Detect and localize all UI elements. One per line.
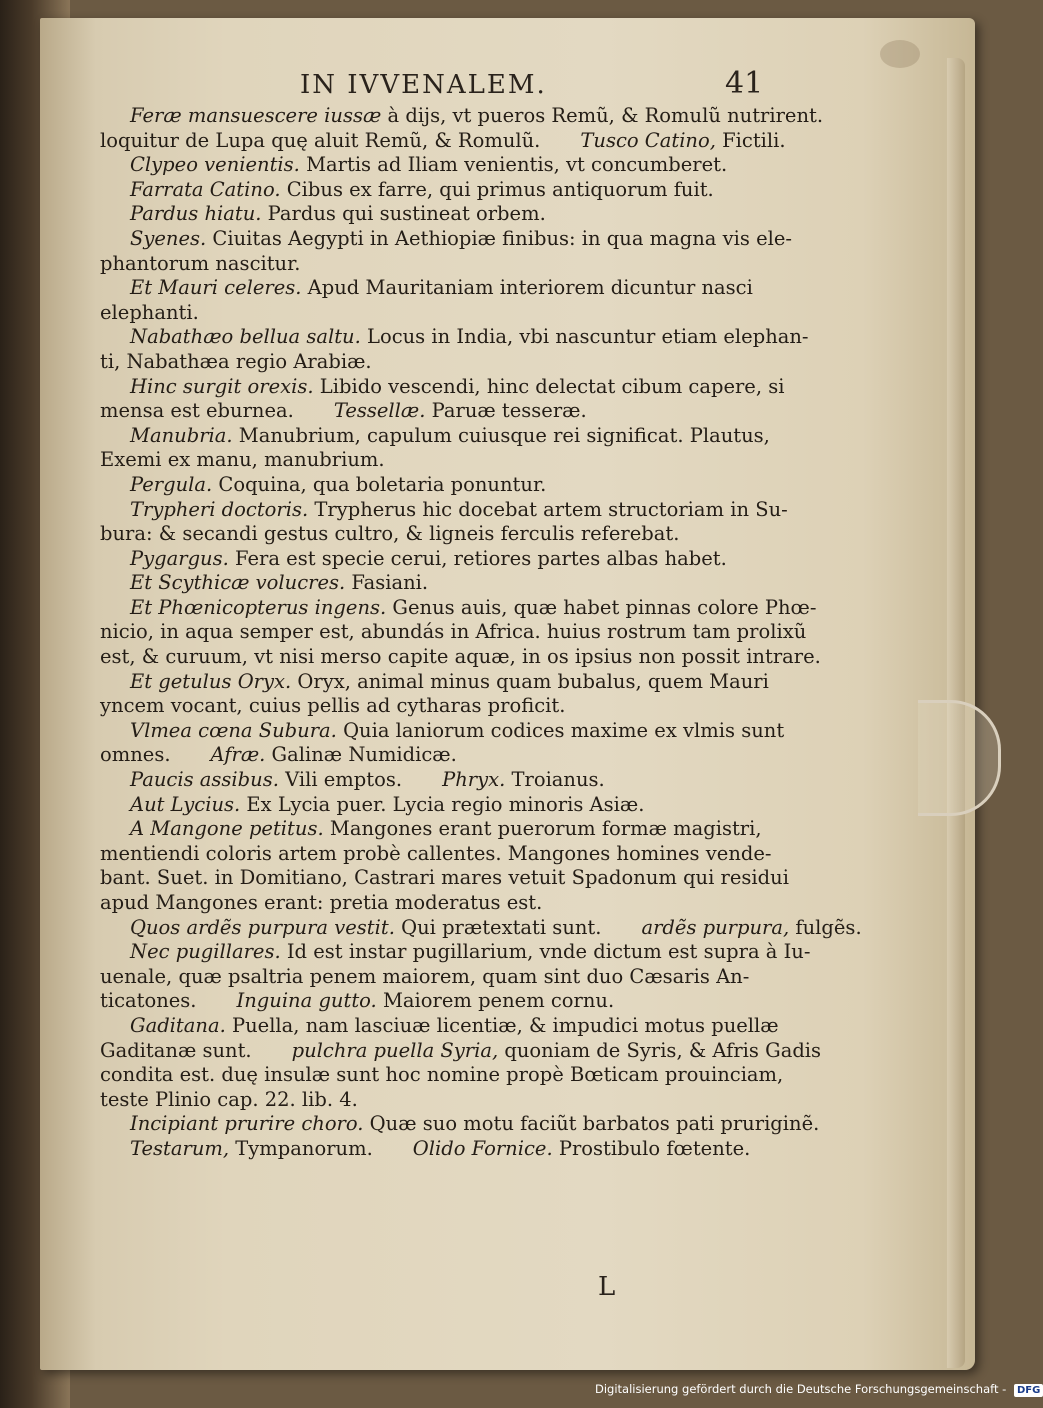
gloss: Apud Mauritaniam interiorem dicuntur nasci bbox=[301, 276, 753, 300]
gloss: apud Mangones erant: pretia moderatus est. bbox=[100, 891, 543, 914]
lemma: Feræ mansuescere iussæ bbox=[130, 104, 382, 127]
paper-stain bbox=[880, 40, 920, 68]
lemma: Aut Lycius. bbox=[130, 792, 241, 816]
running-title: IN IVVENALEM. bbox=[300, 70, 547, 100]
lemma: Et getulus Oryx. bbox=[130, 669, 292, 693]
lemma: Trypheri doctoris. bbox=[130, 497, 309, 521]
lemma: Tessellæ. bbox=[333, 399, 426, 423]
text-line bbox=[100, 252, 795, 277]
text-line bbox=[100, 375, 795, 400]
text-line bbox=[100, 129, 795, 154]
lemma: Clypeo venientis. bbox=[130, 153, 300, 177]
gloss: est, & curuum, vt nisi merso capite aquæ, in os ipsius non possit intrare. bbox=[100, 645, 821, 669]
text-line bbox=[100, 1014, 795, 1039]
text-line bbox=[100, 817, 795, 842]
lemma: Paucis assibus. bbox=[130, 768, 279, 792]
lemma: Inguina gutto. bbox=[236, 989, 377, 1013]
gloss: bant. Suet. in Domitiano, Castrari mares vetuit Spadonum qui residui bbox=[100, 866, 789, 890]
gloss: nicio, in aqua semper est, abundás in Africa. huius rostrum tam prolixũ bbox=[100, 620, 807, 644]
gloss: Maiorem penem cornu. bbox=[376, 989, 615, 1013]
lemma: Et Phœnicopterus ingens. bbox=[130, 595, 387, 619]
gloss: loquitur de Lupa quę aluit Remũ, & Romulũ. bbox=[100, 128, 541, 152]
gloss: fulgẽs. bbox=[789, 915, 862, 939]
gloss: phantorum nascitur. bbox=[100, 251, 301, 275]
text-line bbox=[100, 866, 795, 891]
text-line bbox=[100, 153, 795, 178]
gloss: à dijs, vt pueros Remũ, & Romulũ nutrirent. bbox=[381, 104, 824, 127]
text-line bbox=[100, 1137, 795, 1162]
lemma: Gaditana. bbox=[130, 1013, 226, 1037]
gloss: Quæ suo motu faciũt barbatos pati pruriginẽ. bbox=[363, 1112, 820, 1136]
text-line bbox=[100, 793, 795, 818]
text-line bbox=[100, 915, 862, 941]
gloss: Ciuitas Aegypti in Aethiopiæ finibus: in qua magna vis ele- bbox=[206, 226, 792, 250]
gloss: yncem vocant, cuius pellis ad cytharas proficit. bbox=[100, 694, 566, 718]
lemma: Tusco Catino, bbox=[580, 128, 716, 152]
text-line bbox=[100, 473, 795, 498]
lemma: Syenes. bbox=[130, 226, 207, 250]
text-line bbox=[100, 1088, 795, 1113]
text-line bbox=[100, 498, 795, 523]
gloss: Genus auis, quæ habet pinnas colore Phœ- bbox=[386, 595, 817, 619]
gloss: Puella, nam lasciuæ licentiæ, & impudici motus puellæ bbox=[225, 1013, 779, 1037]
gloss: Ex Lycia puer. Lycia regio minoris Asiæ. bbox=[240, 792, 645, 816]
text-line bbox=[100, 940, 811, 965]
gloss: Troianus. bbox=[505, 768, 605, 792]
page-number: 41 bbox=[725, 66, 764, 101]
gloss: Fictili. bbox=[715, 128, 786, 152]
text-line bbox=[100, 571, 795, 596]
gloss: Gaditanæ sunt. bbox=[100, 1038, 252, 1062]
gloss: Tympanorum. bbox=[229, 1136, 373, 1160]
commentary-text bbox=[100, 104, 862, 1162]
text-line bbox=[100, 719, 795, 744]
gloss: Mangones erant puerorum formæ magistri, bbox=[323, 817, 762, 841]
lemma: Manubria. bbox=[130, 423, 233, 447]
gloss: ticatones. bbox=[100, 989, 197, 1013]
lemma: Farrata Catino. bbox=[130, 177, 281, 201]
gloss: teste Plinio cap. 22. lib. 4. bbox=[100, 1087, 358, 1111]
lemma: A Mangone petitus. bbox=[130, 817, 324, 841]
text-line bbox=[100, 276, 795, 301]
text-line bbox=[100, 227, 795, 252]
text-line bbox=[100, 965, 795, 990]
text-line bbox=[100, 350, 795, 375]
text-line bbox=[100, 1038, 822, 1064]
page-clip bbox=[918, 700, 1001, 816]
gloss: Exemi ex manu, manubrium. bbox=[100, 448, 385, 472]
gloss: mentiendi coloris artem probè callentes. Mangones homines vende- bbox=[100, 841, 772, 865]
gloss: mensa est eburnea. bbox=[100, 399, 294, 423]
lemma: Nabathæo bellua saltu. bbox=[130, 325, 361, 349]
gloss: Quia laniorum codices maxime ex vlmis sunt bbox=[336, 718, 785, 742]
gloss: Vili emptos. bbox=[278, 768, 403, 792]
gloss: uenale, quæ psaltria penem maiorem, quam sint duo Cæsaris An- bbox=[100, 964, 750, 988]
text-line bbox=[100, 670, 795, 695]
text-line bbox=[100, 595, 817, 621]
gloss: Galinæ Numidicæ. bbox=[265, 743, 457, 767]
text-line bbox=[100, 178, 795, 203]
text-line bbox=[100, 891, 795, 916]
text-line bbox=[100, 989, 795, 1014]
gloss: Manubrium, capulum cuiusque rei significat. Plautus, bbox=[232, 423, 770, 447]
text-line bbox=[100, 104, 824, 129]
lemma: Pardus hiatu. bbox=[130, 202, 262, 226]
lemma: Pergula. bbox=[130, 472, 213, 496]
lemma: Quos ardẽs purpura vestit. bbox=[130, 915, 395, 939]
gloss: Locus in India, vbi nascuntur etiam elephan- bbox=[360, 325, 809, 349]
text-line bbox=[100, 694, 795, 719]
gloss: Oryx, animal minus quam bubalus, quem Mauri bbox=[291, 669, 769, 693]
gloss: omnes. bbox=[100, 743, 171, 767]
gloss: elephanti. bbox=[100, 300, 199, 324]
text-line bbox=[100, 645, 821, 670]
text-line bbox=[100, 842, 795, 867]
gloss: Prostibulo fœtente. bbox=[552, 1136, 751, 1160]
gloss: Pardus qui sustineat orbem. bbox=[261, 202, 546, 226]
text-line bbox=[100, 424, 795, 449]
lemma: Vlmea cœna Subura. bbox=[130, 718, 337, 742]
gloss: Qui prætextati sunt. bbox=[394, 915, 602, 939]
text-line bbox=[100, 547, 795, 572]
gloss: Libido vescendi, hinc delectat cibum capere, si bbox=[313, 374, 785, 398]
lemma: Afræ. bbox=[210, 743, 266, 767]
gloss: Cibus ex farre, qui primus antiquorum fuit. bbox=[280, 177, 714, 201]
text-line bbox=[100, 522, 795, 547]
signature-mark: L bbox=[598, 1272, 616, 1302]
gloss: Paruæ tesseræ. bbox=[425, 399, 587, 423]
lemma: Phryx. bbox=[442, 768, 506, 792]
gloss: condita est. duę insulæ sunt hoc nomine propè Bœticam prouinciam, bbox=[100, 1063, 784, 1087]
lemma: Testarum, bbox=[130, 1136, 230, 1160]
text-line bbox=[100, 399, 795, 424]
gloss: quoniam de Syris, & Afris Gadis bbox=[498, 1038, 822, 1062]
text-line bbox=[100, 325, 809, 350]
gloss: Trypherus hic docebat artem structoriam in Su- bbox=[308, 497, 788, 521]
gloss: bura: & secandi gestus cultro, & ligneis ferculis referebat. bbox=[100, 522, 680, 546]
text-line bbox=[100, 620, 807, 645]
text-line bbox=[100, 448, 795, 473]
gloss: Fasiani. bbox=[345, 571, 429, 595]
text-line bbox=[100, 1112, 820, 1137]
text-line bbox=[100, 743, 795, 768]
gloss: Coquina, qua boletaria ponuntur. bbox=[212, 472, 547, 496]
digitization-credit bbox=[595, 1382, 1043, 1397]
text-line bbox=[100, 301, 795, 326]
text-line bbox=[100, 1063, 795, 1088]
lemma: ardẽs purpura, bbox=[641, 915, 790, 939]
text-line bbox=[100, 768, 795, 793]
lemma: Nec pugillares. bbox=[130, 940, 281, 964]
gloss: Fera est specie cerui, retiores partes albas habet. bbox=[228, 546, 727, 570]
lemma: Incipiant prurire choro. bbox=[130, 1112, 364, 1136]
credit-text: Digitalisierung gefördert durch die Deutsche Forschungsgemeinschaft - bbox=[595, 1382, 1007, 1396]
lemma: Et Scythicæ volucres. bbox=[130, 571, 346, 595]
text-line bbox=[100, 202, 795, 227]
lemma: pulchra puella Syria, bbox=[291, 1038, 499, 1062]
gloss: ti, Nabathæa regio Arabiæ. bbox=[100, 349, 372, 373]
lemma: Hinc surgit orexis. bbox=[130, 374, 314, 398]
lemma: Olido Fornice. bbox=[412, 1136, 553, 1160]
dfg-logo: DFG bbox=[1014, 1384, 1043, 1397]
gloss: Martis ad Iliam venientis, vt concumberet. bbox=[299, 153, 728, 177]
gloss: Id est instar pugillarium, vnde dictum est supra à Iu- bbox=[280, 940, 811, 964]
lemma: Et Mauri celeres. bbox=[130, 276, 302, 300]
lemma: Pygargus. bbox=[130, 546, 229, 570]
